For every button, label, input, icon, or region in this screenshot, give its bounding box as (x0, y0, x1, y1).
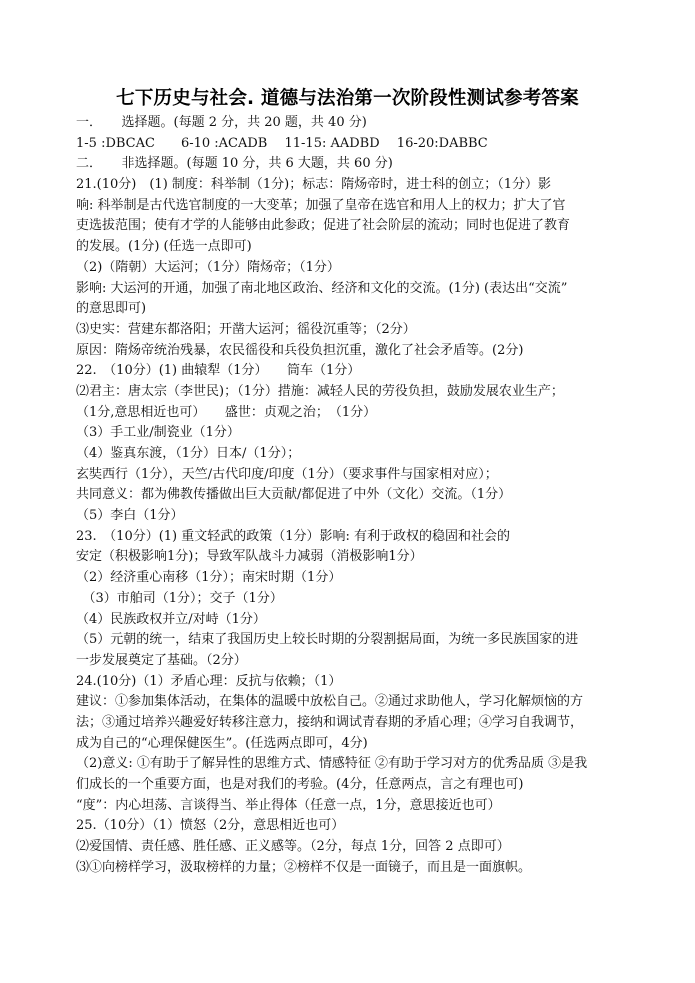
answer-line: 21.(10分) (1) 制度：科举制（1分)；标志：隋炀帝时，进士科的创立；（1分）影 (76, 177, 552, 193)
document-title: 七下历史与社会. 道德与法治第一次阶段性测试参考答案 (116, 88, 579, 109)
answer-line: 一． 选择题。(每题 2 分，共 20 题，共 40 分) (76, 115, 367, 130)
answer-line: （3）手工业/制瓷业（1分） (76, 425, 240, 441)
answer-line: 的意思即可) (76, 301, 147, 317)
answer-line: 吏选拔范围；使有才学的人能够由此参政；促进了社会阶层的流动；同时也促进了教育 (76, 218, 571, 234)
answer-line: ⑶①向榜样学习，汲取榜样的力量；②榜样不仅是一面镜子，而且是一面旗帜。 (76, 859, 532, 875)
answer-content (76, 113, 588, 878)
answer-line: 们成长的一个重要方面，也是对我们的考验。(4分，任意两点，言之有理也可) (76, 777, 524, 792)
answer-line: （2）经济重心南移（1分）；南宋时期（1分） (76, 570, 342, 586)
answer-line: 玄奘西行（1分），天竺/古代印度/印度（1分）（要求事件与国家相对应）； (76, 466, 498, 482)
answer-line: 22. （10分）(1) 曲辕犁（1分） 筒车（1分） (76, 363, 361, 379)
answer-line: 法；③通过培养兴趣爱好转移注意力，接纳和调试青春期的矛盾心理；④学习自我调节， (76, 714, 584, 730)
answer-line: ⑵爱国情、责任感、胜任感、正义感等。（2分，每点 1分，回答 2 点即可） (76, 839, 510, 855)
answer-line: （3）市舶司（1分）；交子（1分） (76, 590, 283, 606)
answer-line: 共同意义：都为佛教传播做出巨大贡献/都促进了中外（文化）交流。（1分） (76, 487, 512, 503)
answer-line: ⑶史实：营建东都洛阳；开凿大运河；徭役沉重等；（2分） (76, 321, 416, 337)
answer-line: （5）元朝的统一，结束了我国历史上较长时期的分裂割据局面，为统一多民族国家的进 (76, 632, 579, 648)
answer-line: 25.（10分）（1）愤怒（2分，意思相近也可） (76, 818, 345, 834)
answer-line: ⑵君主：唐太宗（李世民)；（1分）措施：减轻人民的劳役负担，鼓励发展农业生产； (76, 383, 564, 399)
answer-line: 的发展。(1分) (任选一点即可) (76, 239, 252, 255)
answer-line: 安定（积极影响1分)；导致军队战斗力减弱（消极影响1分） (76, 549, 423, 565)
answer-line: （1分,意思相近也可） 盛世：贞观之治； （1分） (76, 404, 377, 420)
answer-line: （4）鉴真东渡，（1分）日本/（1分）； (76, 446, 301, 461)
answer-line: （2)意义: ①有助于了解异性的思维方式、情感特征 ②有助于学习对方的优秀品质 ③是我 (76, 756, 588, 772)
answer-line: 一步发展奠定了基础。（2分） (76, 652, 247, 668)
answer-line: 24.(10分)（1）矛盾心理：反抗与依赖；（1） (76, 673, 342, 689)
answer-line: 影响: 大运河的开通，加强了南北地区政治、经济和文化的交流。(1分) (表达出“交流” (76, 280, 568, 296)
answer-line: 成为自己的“心理保健医生”。(任选两点即可，4分) (76, 735, 368, 751)
answer-line: 二． 非选择题。(每题 10 分，共 6 大题，共 60 分) (76, 156, 393, 172)
answer-line: 建议：①参加集体活动，在集体的温暖中放松自己。②通过求助他人，学习化解烦恼的方 (76, 694, 584, 710)
answer-line: “度”：内心坦荡、言谈得当、举止得体（任意一点，1分，意思接近也可） (76, 797, 501, 813)
answer-line: （5）李白（1分） (76, 508, 184, 524)
answer-line: 23. （10分）(1) 重文轻武的政策（1分）影响: 有利于政权的稳固和社会的 (76, 528, 511, 544)
answer-line: 原因：隋炀帝统治残暴，农民徭役和兵役负担沉重，激化了社会矛盾等。(2分) (76, 342, 524, 358)
answer-line: 响: 科举制是古代选官制度的一大变革；加强了皇帝在选官和用人上的权力；扩大了官 (76, 197, 566, 213)
answer-line: （4）民族政权并立/对峙（1分） (76, 611, 266, 627)
answer-line: （2)（隋朝）大运河；（1分）隋炀帝；（1分） (76, 259, 340, 275)
answer-line: 1-5 :DBCAC 6-10 :ACADB 11-15: AADBD 16-20:DABBC (76, 135, 488, 151)
